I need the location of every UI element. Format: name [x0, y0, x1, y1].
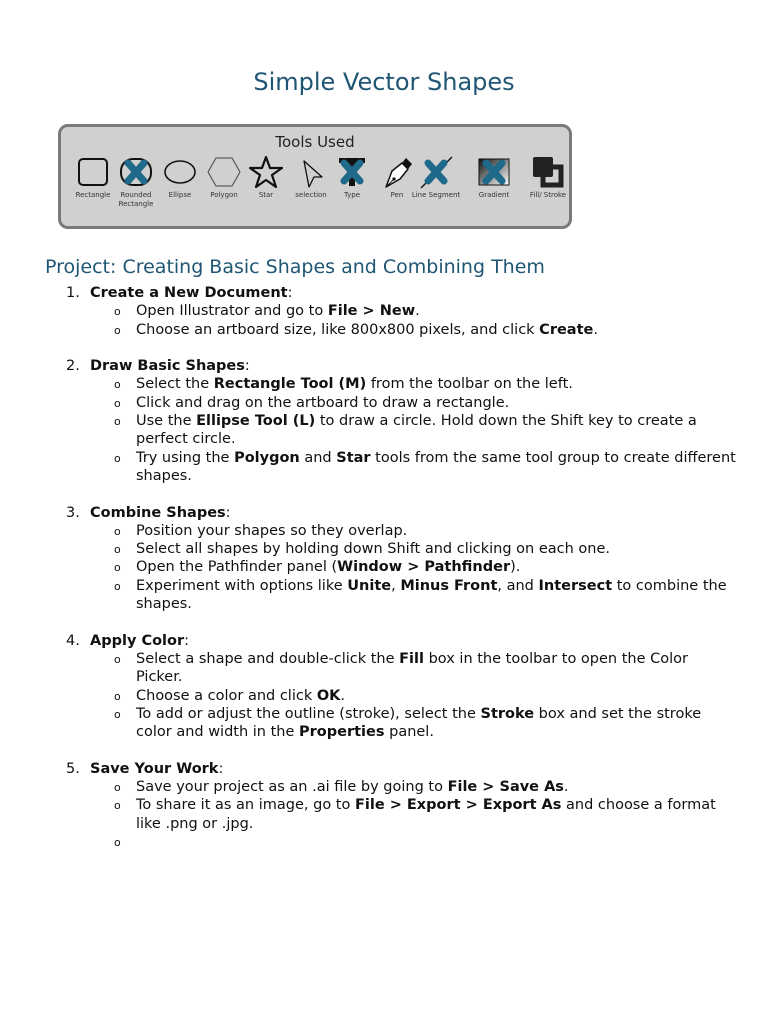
- text-segment: and choose a format like .png or .jpg.: [136, 797, 716, 832]
- tool-label: Fill/ Stroke: [529, 191, 567, 199]
- step-items: [114, 522, 736, 613]
- list-item: [114, 778, 736, 796]
- text-segment: Choose a color and click: [136, 687, 317, 704]
- tool-label: Line Segment: [411, 191, 461, 199]
- step-title: Create a New Document: [90, 285, 288, 301]
- text-segment: , and: [497, 577, 539, 594]
- list-item: [114, 394, 736, 412]
- tool-label: selection: [295, 191, 327, 199]
- tool-label: Polygon: [210, 191, 238, 199]
- text-segment: Save your project as an .ai file by going to: [136, 779, 448, 796]
- list-item: [114, 650, 736, 687]
- emphasis-text: Minus Front: [400, 577, 498, 594]
- emphasis-text: Unite: [347, 577, 392, 594]
- text-segment: from the toolbar on the left.: [366, 376, 573, 393]
- list-item: [114, 558, 736, 576]
- list-item: [114, 540, 736, 558]
- step-heading: 4. Apply Color:: [66, 632, 190, 649]
- step-number: 3.: [66, 504, 80, 521]
- page-title: Simple Vector Shapes: [253, 68, 515, 96]
- step-4: [66, 632, 736, 742]
- tools-used-panel: [58, 124, 572, 229]
- text-segment: panel.: [384, 724, 434, 741]
- step-heading: 1. Create a New Document:: [66, 285, 293, 301]
- tool-label: Pen: [390, 191, 404, 199]
- text-segment: ,: [391, 577, 401, 594]
- emphasis-text: File > Save As: [447, 779, 564, 796]
- text-segment: .: [415, 303, 420, 320]
- gradient-icon: [477, 155, 511, 189]
- step-5: [66, 760, 736, 851]
- emphasis-text: Polygon: [234, 449, 300, 466]
- star-icon: [249, 155, 283, 189]
- tool-label: Ellipse: [168, 191, 192, 199]
- list-item: [114, 687, 736, 705]
- step-heading: 3. Combine Shapes:: [66, 504, 231, 521]
- text-segment: .: [593, 321, 598, 338]
- emphasis-text: OK: [316, 687, 341, 704]
- emphasis-text: Properties: [299, 724, 385, 741]
- tool-label: Type: [343, 191, 361, 199]
- text-segment: Experiment with options like: [136, 577, 348, 594]
- text-segment: Position your shapes so they overlap.: [136, 522, 408, 539]
- step-items: [114, 650, 736, 741]
- text-segment: tools from the same tool group to create different shapes.: [136, 449, 736, 484]
- step-items: [114, 375, 736, 485]
- step-number: 1.: [66, 285, 80, 301]
- emphasis-text: File > New: [327, 303, 416, 320]
- text-segment: .: [340, 687, 346, 704]
- rounded-rectangle-icon: [119, 155, 153, 189]
- list-item: [114, 705, 736, 742]
- tool-label: Star: [258, 191, 274, 199]
- step-1: [66, 284, 736, 339]
- list-item: [114, 412, 736, 449]
- text-segment: Try using the: [136, 449, 235, 466]
- list-item: [114, 577, 736, 614]
- text-segment: ).: [510, 559, 521, 576]
- project-title: Project: Creating Basic Shapes and Combining Them: [45, 256, 545, 278]
- tool-label: Gradient: [478, 191, 510, 199]
- list-item: [114, 375, 736, 393]
- step-title: Apply Color: [90, 632, 185, 649]
- type-icon: [335, 155, 369, 189]
- emphasis-text: Create: [539, 321, 594, 338]
- step-title: Save Your Work: [90, 760, 219, 777]
- text-segment: to combine the shapes.: [136, 577, 727, 613]
- text-segment: box in the toolbar to open the Color Picker.: [136, 650, 688, 686]
- text-segment: box and set the stroke color and width in the: [136, 705, 702, 741]
- list-item: [114, 449, 736, 486]
- step-heading: 5. Save Your Work:: [66, 760, 224, 777]
- step-number: 2.: [66, 358, 80, 375]
- emphasis-text: Stroke: [480, 705, 535, 722]
- rectangle-icon: [76, 155, 110, 189]
- step-items: [114, 778, 736, 851]
- step-number: 5.: [66, 760, 80, 777]
- text-segment: Choose an artboard size, like 800x800 pixels, and click: [136, 321, 540, 338]
- tool-label: Rectangle: [75, 191, 111, 199]
- emphasis-text: Intersect: [538, 577, 613, 594]
- text-segment: Open the Pathfinder panel (: [136, 559, 338, 576]
- emphasis-text: File > Export > Export As: [354, 797, 562, 814]
- step-number: 4.: [66, 632, 80, 649]
- list-item: [114, 833, 736, 851]
- list-item: [114, 321, 736, 339]
- line-segment-icon: [419, 155, 453, 189]
- text-segment: Use the: [136, 413, 197, 430]
- list-item: [114, 522, 736, 540]
- tools-used-heading: Tools Used: [275, 133, 355, 151]
- steps-list: [66, 284, 736, 870]
- list-item: [114, 796, 736, 833]
- step-title: Draw Basic Shapes: [90, 358, 245, 375]
- tool-line-segment: [406, 155, 466, 200]
- text-segment: Select the: [136, 376, 214, 393]
- text-segment: .: [563, 779, 569, 796]
- step-items: [114, 302, 736, 339]
- emphasis-text: Fill: [399, 650, 424, 667]
- text-segment: Select all shapes by holding down Shift and clicking on each one.: [136, 541, 610, 558]
- tool-label: Rounded Rectangle: [118, 191, 154, 208]
- ellipse-icon: [163, 155, 197, 189]
- text-segment: Click and drag on the artboard to draw a rectangle.: [136, 394, 510, 411]
- step-title: Combine Shapes: [90, 504, 226, 521]
- emphasis-text: Window > Pathfinder: [337, 559, 511, 576]
- fill-stroke-icon: [531, 155, 565, 189]
- text-segment: Open Illustrator and go to: [136, 303, 328, 320]
- list-item: [114, 302, 736, 320]
- text-segment: and: [299, 449, 337, 466]
- step-2: [66, 357, 736, 485]
- emphasis-text: Ellipse Tool (L): [196, 413, 316, 430]
- text-segment: To share it as an image, go to: [136, 797, 355, 814]
- text-segment: Select a shape and double-click the: [136, 650, 400, 667]
- tool-fill-stroke: [518, 155, 578, 200]
- emphasis-text: Star: [336, 449, 371, 466]
- step-heading: 2. Draw Basic Shapes:: [66, 358, 250, 375]
- step-3: [66, 504, 736, 614]
- emphasis-text: Rectangle Tool (M): [213, 376, 367, 393]
- text-segment: To add or adjust the outline (stroke), select the: [136, 705, 481, 722]
- text-segment: to draw a circle. Hold down the Shift key to create a perfect circle.: [136, 413, 697, 448]
- tool-gradient: [464, 155, 524, 200]
